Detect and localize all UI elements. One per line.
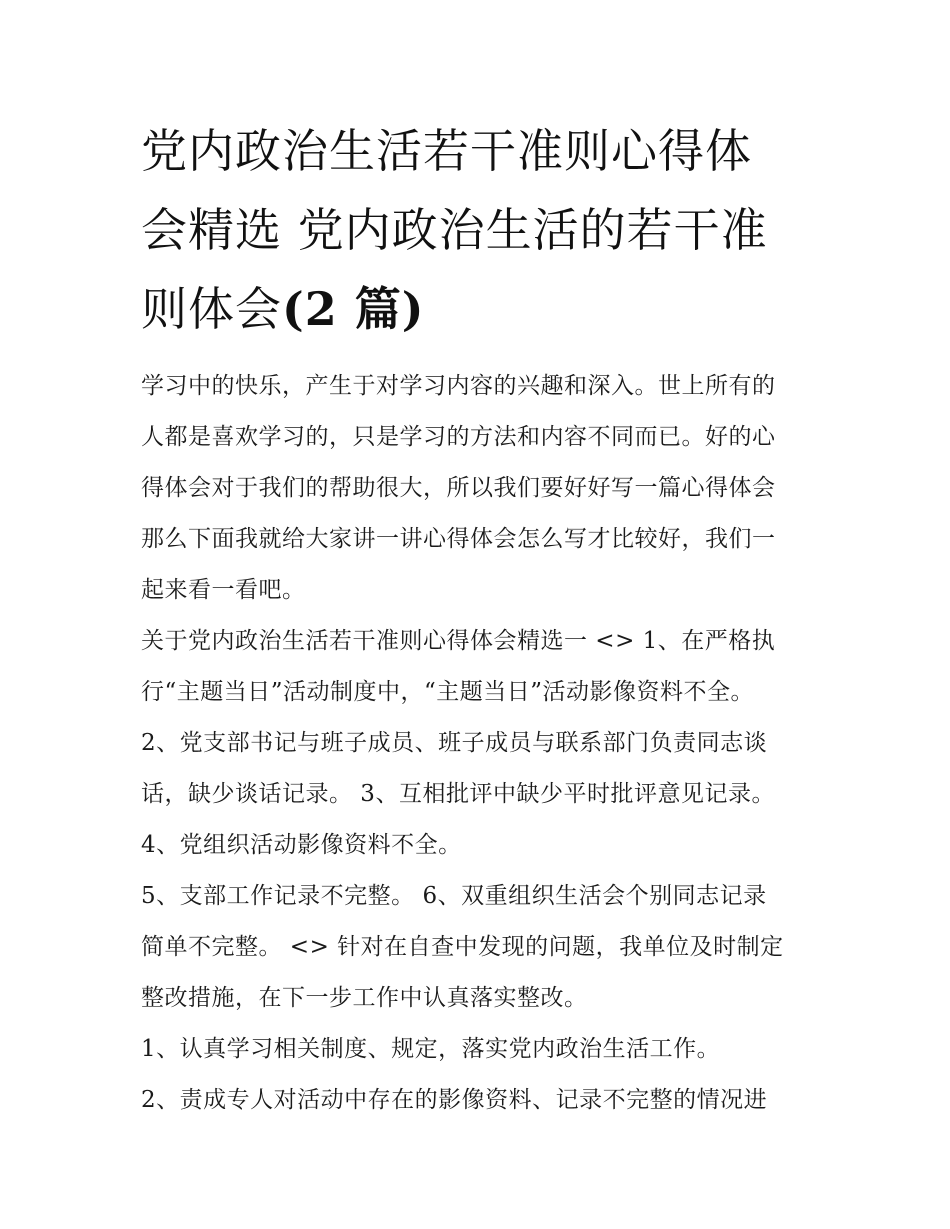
text-line: 4、党组织活动影像资料不全。 xyxy=(141,832,462,858)
text-line: 简单不完整。 <> 针对在自查中发现的问题，我单位及时制定 xyxy=(141,934,784,960)
title-line: 会精选 党内政治生活的若干准 xyxy=(141,203,768,257)
paragraph-measure-2 xyxy=(141,1075,813,1126)
text-line: 2、党支部书记与班子成员、班子成员与联系部门负责同志谈 xyxy=(141,730,768,756)
paragraph-section-one xyxy=(141,616,813,718)
text-line: 人都是喜欢学习的，只是学习的方法和内容不同而已。好的心 xyxy=(141,424,776,450)
text-line: 1、认真学习相关制度、规定，落实党内政治生活工作。 xyxy=(141,1036,721,1062)
title-line: 党内政治生活若干准则心得体 xyxy=(141,124,752,178)
paragraph-item-5 xyxy=(141,871,813,1024)
document-title xyxy=(141,112,813,349)
paragraph-intro xyxy=(141,361,813,616)
text-line: 话，缺少谈话记录。 3、互相批评中缺少平时批评意见记录。 xyxy=(141,781,775,807)
text-line: 得体会对于我们的帮助很大，所以我们要好好写一篇心得体会 xyxy=(141,475,776,501)
document-body xyxy=(141,361,813,1126)
paragraph-measure-1 xyxy=(141,1024,813,1075)
paragraph-item-4 xyxy=(141,820,813,871)
title-suffix: (2 篇) xyxy=(282,282,425,336)
document-content xyxy=(141,112,813,1126)
text-line: 那么下面我就给大家讲一讲心得体会怎么写才比较好，我们一 xyxy=(141,526,776,552)
text-line: 起来看一看吧。 xyxy=(141,577,306,603)
text-line: 行“主题当日”活动制度中，“主题当日”活动影像资料不全。 xyxy=(141,679,755,705)
title-line xyxy=(141,270,813,349)
text-line: 2、责成专人对活动中存在的影像资料、记录不完整的情况进 xyxy=(141,1087,768,1113)
text-line: 关于党内政治生活若干准则心得体会精选一 <> 1、在严格执 xyxy=(141,628,776,654)
text-line: 5、支部工作记录不完整。 6、双重组织生活会个别同志记录 xyxy=(141,883,767,909)
text-line: 学习中的快乐，产生于对学习内容的兴趣和深入。世上所有的 xyxy=(141,373,776,399)
text-line: 整改措施，在下一步工作中认真落实整改。 xyxy=(141,985,588,1011)
title-line-text: 则体会 xyxy=(141,282,282,336)
paragraph-item-2 xyxy=(141,718,813,820)
